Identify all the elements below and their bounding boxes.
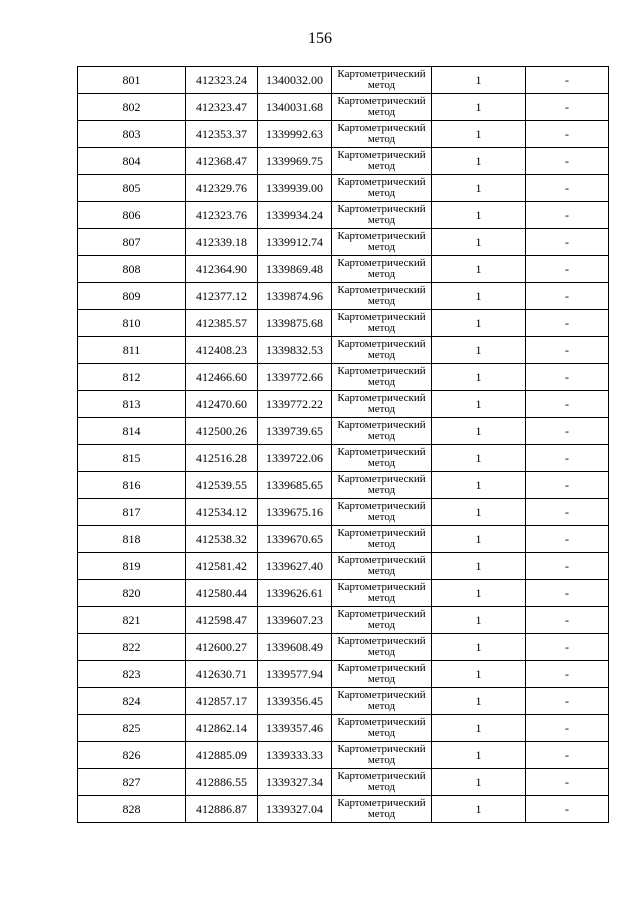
description-cell: - [526,445,609,472]
table-row [78,283,609,310]
precision-cell: 1 [432,580,526,607]
y-coordinate-cell: 1339869.48 [258,256,332,283]
x-coordinate-cell: 412470.60 [186,391,258,418]
y-coordinate-cell: 1339627.40 [258,553,332,580]
description-cell: - [526,310,609,337]
precision-cell: 1 [432,175,526,202]
method-cell: Картометрический метод [332,769,432,796]
description-cell: - [526,337,609,364]
coordinates-table [77,66,609,823]
table-row [78,742,609,769]
method-cell: Картометрический метод [332,445,432,472]
x-coordinate-cell: 412581.42 [186,553,258,580]
table-row [78,715,609,742]
x-coordinate-cell: 412329.76 [186,175,258,202]
point-number-cell: 816 [78,472,186,499]
method-cell: Картометрический метод [332,607,432,634]
x-coordinate-cell: 412598.47 [186,607,258,634]
point-number-cell: 813 [78,391,186,418]
table-row [78,607,609,634]
method-cell: Картометрический метод [332,283,432,310]
method-cell: Картометрический метод [332,580,432,607]
point-number-cell: 826 [78,742,186,769]
point-number-cell: 827 [78,769,186,796]
table-row [78,499,609,526]
x-coordinate-cell: 412516.28 [186,445,258,472]
point-number-cell: 817 [78,499,186,526]
y-coordinate-cell: 1339626.61 [258,580,332,607]
x-coordinate-cell: 412534.12 [186,499,258,526]
y-coordinate-cell: 1339772.66 [258,364,332,391]
description-cell: - [526,526,609,553]
y-coordinate-cell: 1339356.45 [258,688,332,715]
point-number-cell: 823 [78,661,186,688]
method-cell: Картометрический метод [332,472,432,499]
method-cell: Картометрический метод [332,634,432,661]
point-number-cell: 821 [78,607,186,634]
table-row [78,121,609,148]
table-row [78,391,609,418]
precision-cell: 1 [432,94,526,121]
description-cell: - [526,202,609,229]
description-cell: - [526,742,609,769]
description-cell: - [526,67,609,94]
precision-cell: 1 [432,472,526,499]
y-coordinate-cell: 1339874.96 [258,283,332,310]
precision-cell: 1 [432,769,526,796]
table-row [78,526,609,553]
point-number-cell: 824 [78,688,186,715]
y-coordinate-cell: 1339912.74 [258,229,332,256]
precision-cell: 1 [432,256,526,283]
y-coordinate-cell: 1339992.63 [258,121,332,148]
point-number-cell: 811 [78,337,186,364]
method-cell: Картометрический метод [332,202,432,229]
y-coordinate-cell: 1339685.65 [258,472,332,499]
table-row [78,148,609,175]
y-coordinate-cell: 1339577.94 [258,661,332,688]
point-number-cell: 804 [78,148,186,175]
description-cell: - [526,121,609,148]
method-cell: Картометрический метод [332,175,432,202]
precision-cell: 1 [432,607,526,634]
precision-cell: 1 [432,526,526,553]
table-row [78,553,609,580]
table-row [78,580,609,607]
table-row [78,472,609,499]
point-number-cell: 802 [78,94,186,121]
precision-cell: 1 [432,121,526,148]
y-coordinate-cell: 1339739.65 [258,418,332,445]
table-row [78,202,609,229]
precision-cell: 1 [432,148,526,175]
x-coordinate-cell: 412323.47 [186,94,258,121]
x-coordinate-cell: 412539.55 [186,472,258,499]
description-cell: - [526,796,609,823]
y-coordinate-cell: 1339607.23 [258,607,332,634]
x-coordinate-cell: 412580.44 [186,580,258,607]
table-row [78,256,609,283]
y-coordinate-cell: 1339608.49 [258,634,332,661]
method-cell: Картометрический метод [332,418,432,445]
x-coordinate-cell: 412538.32 [186,526,258,553]
y-coordinate-cell: 1339939.00 [258,175,332,202]
precision-cell: 1 [432,661,526,688]
description-cell: - [526,391,609,418]
precision-cell: 1 [432,283,526,310]
method-cell: Картометрический метод [332,796,432,823]
description-cell: - [526,229,609,256]
x-coordinate-cell: 412353.37 [186,121,258,148]
description-cell: - [526,364,609,391]
description-cell: - [526,283,609,310]
y-coordinate-cell: 1339934.24 [258,202,332,229]
table-row [78,337,609,364]
method-cell: Картометрический метод [332,310,432,337]
table-row [78,94,609,121]
x-coordinate-cell: 412323.24 [186,67,258,94]
precision-cell: 1 [432,310,526,337]
description-cell: - [526,553,609,580]
x-coordinate-cell: 412630.71 [186,661,258,688]
point-number-cell: 803 [78,121,186,148]
point-number-cell: 812 [78,364,186,391]
y-coordinate-cell: 1339333.33 [258,742,332,769]
point-number-cell: 807 [78,229,186,256]
point-number-cell: 806 [78,202,186,229]
precision-cell: 1 [432,499,526,526]
description-cell: - [526,499,609,526]
y-coordinate-cell: 1339722.06 [258,445,332,472]
precision-cell: 1 [432,742,526,769]
precision-cell: 1 [432,445,526,472]
method-cell: Картометрический метод [332,661,432,688]
y-coordinate-cell: 1339969.75 [258,148,332,175]
point-number-cell: 805 [78,175,186,202]
table-row [78,688,609,715]
precision-cell: 1 [432,553,526,580]
method-cell: Картометрический метод [332,499,432,526]
method-cell: Картометрический метод [332,148,432,175]
x-coordinate-cell: 412323.76 [186,202,258,229]
x-coordinate-cell: 412364.90 [186,256,258,283]
point-number-cell: 809 [78,283,186,310]
x-coordinate-cell: 412886.55 [186,769,258,796]
point-number-cell: 818 [78,526,186,553]
point-number-cell: 808 [78,256,186,283]
description-cell: - [526,148,609,175]
x-coordinate-cell: 412466.60 [186,364,258,391]
y-coordinate-cell: 1339875.68 [258,310,332,337]
method-cell: Картометрический метод [332,256,432,283]
x-coordinate-cell: 412385.57 [186,310,258,337]
y-coordinate-cell: 1339675.16 [258,499,332,526]
method-cell: Картометрический метод [332,229,432,256]
y-coordinate-cell: 1339327.34 [258,769,332,796]
table-row [78,364,609,391]
description-cell: - [526,688,609,715]
x-coordinate-cell: 412377.12 [186,283,258,310]
y-coordinate-cell: 1340032.00 [258,67,332,94]
method-cell: Картометрический метод [332,391,432,418]
method-cell: Картометрический метод [332,337,432,364]
description-cell: - [526,715,609,742]
method-cell: Картометрический метод [332,364,432,391]
precision-cell: 1 [432,364,526,391]
description-cell: - [526,175,609,202]
y-coordinate-cell: 1339357.46 [258,715,332,742]
page-number: 156 [308,30,332,47]
point-number-cell: 801 [78,67,186,94]
description-cell: - [526,769,609,796]
table-row [78,67,609,94]
method-cell: Картометрический метод [332,688,432,715]
description-cell: - [526,256,609,283]
precision-cell: 1 [432,634,526,661]
coordinates-table-body [78,67,609,823]
x-coordinate-cell: 412500.26 [186,418,258,445]
precision-cell: 1 [432,229,526,256]
description-cell: - [526,607,609,634]
description-cell: - [526,580,609,607]
y-coordinate-cell: 1339832.53 [258,337,332,364]
precision-cell: 1 [432,337,526,364]
table-row [78,445,609,472]
precision-cell: 1 [432,202,526,229]
method-cell: Картометрический метод [332,94,432,121]
table-row [78,769,609,796]
point-number-cell: 819 [78,553,186,580]
point-number-cell: 825 [78,715,186,742]
point-number-cell: 822 [78,634,186,661]
precision-cell: 1 [432,67,526,94]
description-cell: - [526,634,609,661]
table-row [78,175,609,202]
point-number-cell: 828 [78,796,186,823]
method-cell: Картометрический метод [332,715,432,742]
description-cell: - [526,472,609,499]
description-cell: - [526,661,609,688]
table-row [78,634,609,661]
table-row [78,418,609,445]
method-cell: Картометрический метод [332,121,432,148]
table-row [78,796,609,823]
table-row [78,310,609,337]
method-cell: Картометрический метод [332,67,432,94]
x-coordinate-cell: 412885.09 [186,742,258,769]
x-coordinate-cell: 412408.23 [186,337,258,364]
point-number-cell: 820 [78,580,186,607]
x-coordinate-cell: 412368.47 [186,148,258,175]
description-cell: - [526,418,609,445]
method-cell: Картометрический метод [332,526,432,553]
y-coordinate-cell: 1339772.22 [258,391,332,418]
point-number-cell: 814 [78,418,186,445]
x-coordinate-cell: 412886.87 [186,796,258,823]
point-number-cell: 810 [78,310,186,337]
description-cell: - [526,94,609,121]
table-row [78,229,609,256]
method-cell: Картометрический метод [332,742,432,769]
y-coordinate-cell: 1340031.68 [258,94,332,121]
table-row [78,661,609,688]
precision-cell: 1 [432,688,526,715]
y-coordinate-cell: 1339327.04 [258,796,332,823]
precision-cell: 1 [432,391,526,418]
y-coordinate-cell: 1339670.65 [258,526,332,553]
precision-cell: 1 [432,715,526,742]
point-number-cell: 815 [78,445,186,472]
x-coordinate-cell: 412339.18 [186,229,258,256]
x-coordinate-cell: 412862.14 [186,715,258,742]
precision-cell: 1 [432,418,526,445]
precision-cell: 1 [432,796,526,823]
method-cell: Картометрический метод [332,553,432,580]
x-coordinate-cell: 412600.27 [186,634,258,661]
x-coordinate-cell: 412857.17 [186,688,258,715]
